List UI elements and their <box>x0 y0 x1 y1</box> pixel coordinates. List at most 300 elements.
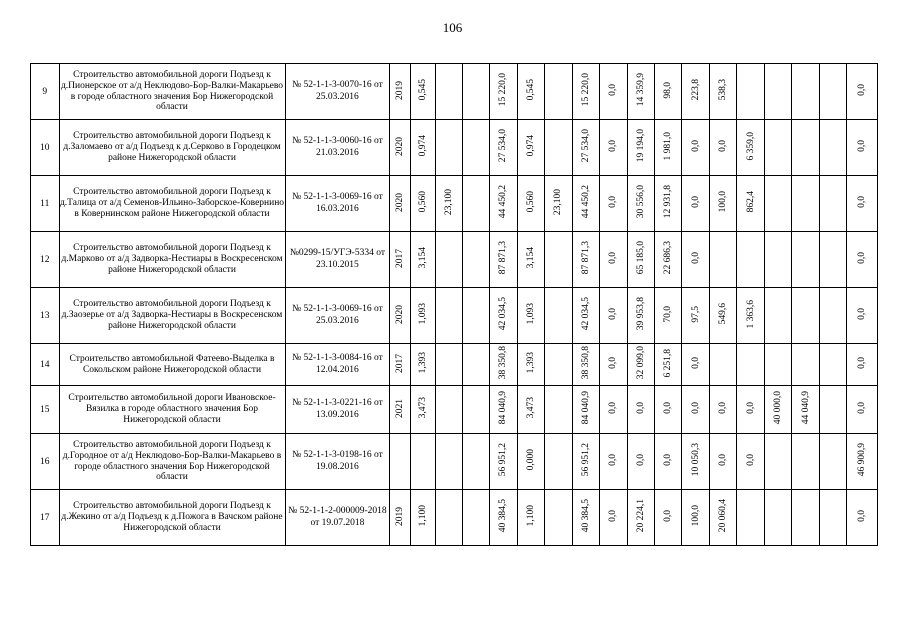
value-cell <box>819 120 846 176</box>
value-cell <box>819 490 846 546</box>
value-cell <box>517 434 544 490</box>
object-name: Строительство автомобильной дороги Подъезд к д.Городное от а/д Неклюдово-Бор-Валки-Макарьево в городе областного значения Бор Нижегородской области <box>59 434 285 490</box>
value-text: 6 359,0 <box>745 131 756 161</box>
value-text: 0,0 <box>718 454 729 466</box>
value-cell <box>390 490 410 546</box>
table-row <box>31 344 878 386</box>
value-cell <box>627 344 654 386</box>
value-cell <box>462 344 489 386</box>
value-cell <box>737 64 764 120</box>
value-cell <box>737 344 764 386</box>
value-cell <box>545 490 572 546</box>
value-text: 0,0 <box>857 84 868 96</box>
value-cell <box>390 232 410 288</box>
value-cell <box>410 386 435 434</box>
value-text: 0,545 <box>417 79 428 101</box>
value-cell <box>792 386 819 434</box>
value-text: 0,0 <box>608 357 619 369</box>
value-cell <box>655 490 682 546</box>
value-text: 70,0 <box>663 305 674 323</box>
row-number: 15 <box>31 386 60 434</box>
value-cell <box>600 176 627 232</box>
value-text: 3,473 <box>417 397 428 419</box>
value-cell <box>572 490 599 546</box>
value-cell <box>410 176 435 232</box>
value-cell <box>764 344 791 386</box>
value-cell <box>709 386 736 434</box>
value-text: 56 951,2 <box>580 443 591 477</box>
value-text: 1,100 <box>417 505 428 527</box>
value-cell <box>627 64 654 120</box>
value-cell <box>517 64 544 120</box>
value-cell <box>600 120 627 176</box>
value-cell <box>847 344 878 386</box>
value-cell <box>490 176 517 232</box>
value-text: 20 060,4 <box>718 499 729 533</box>
value-cell <box>390 344 410 386</box>
object-name: Строительство автомобильной дороги Подъезд к д.Марково от а/д Задворка-Нестиары в Воскресенском районе Нижегородской области <box>59 232 285 288</box>
value-cell <box>819 386 846 434</box>
value-text: 100,0 <box>718 191 729 213</box>
value-cell <box>737 288 764 344</box>
value-text: 20 224,1 <box>635 499 646 533</box>
value-cell <box>490 120 517 176</box>
value-cell <box>490 344 517 386</box>
value-text: 27 534,0 <box>498 129 509 163</box>
value-cell <box>462 386 489 434</box>
value-cell <box>627 386 654 434</box>
value-cell <box>682 232 709 288</box>
value-text: 0,0 <box>857 510 868 522</box>
value-cell <box>490 232 517 288</box>
value-cell <box>847 232 878 288</box>
value-cell <box>545 64 572 120</box>
value-text: 56 951,2 <box>498 443 509 477</box>
value-text: 40 000,0 <box>773 391 784 425</box>
value-text: 22 686,3 <box>663 241 674 275</box>
value-cell <box>436 434 462 490</box>
value-cell <box>792 434 819 490</box>
value-cell <box>410 434 435 490</box>
value-cell <box>600 344 627 386</box>
value-text: 0,545 <box>525 79 536 101</box>
value-cell <box>490 386 517 434</box>
value-text: 0,0 <box>690 196 701 208</box>
value-cell <box>600 434 627 490</box>
value-cell <box>545 120 572 176</box>
value-text: 1,393 <box>417 352 428 374</box>
value-text: 0,974 <box>417 135 428 157</box>
value-text: 0,0 <box>690 357 701 369</box>
value-cell <box>792 344 819 386</box>
page-number: 106 <box>442 20 463 35</box>
value-cell <box>764 434 791 490</box>
row-number: 16 <box>31 434 60 490</box>
value-text: 6 251,8 <box>663 348 674 378</box>
value-text: 0,0 <box>857 402 868 414</box>
value-cell <box>390 120 410 176</box>
value-cell <box>436 232 462 288</box>
value-text: 0,0 <box>663 454 674 466</box>
value-cell <box>600 288 627 344</box>
value-cell <box>410 64 435 120</box>
value-cell <box>462 232 489 288</box>
value-cell <box>682 120 709 176</box>
value-cell <box>572 288 599 344</box>
value-cell <box>847 288 878 344</box>
value-cell <box>682 64 709 120</box>
value-cell <box>436 344 462 386</box>
value-text: 3,154 <box>525 247 536 269</box>
value-text: 549,6 <box>718 303 729 325</box>
value-cell <box>655 386 682 434</box>
object-name: Строительство автомобильной дороги Подъезд к д.Талица от а/д Семенов-Ильино-Заборское-Ковернино в Ковернинском районе Нижегородской области <box>59 176 285 232</box>
value-cell <box>436 120 462 176</box>
value-cell <box>600 386 627 434</box>
value-text: 1,093 <box>525 303 536 325</box>
value-text: 1,393 <box>525 352 536 374</box>
row-number: 10 <box>31 120 60 176</box>
table-body <box>31 64 878 546</box>
value-cell <box>517 288 544 344</box>
value-cell <box>764 490 791 546</box>
value-text: 97,5 <box>690 305 701 323</box>
value-cell <box>847 386 878 434</box>
value-cell <box>600 232 627 288</box>
value-text: 0,0 <box>608 402 619 414</box>
object-name: Строительство автомобильной дороги Ивановское-Вязилка в городе областного значения Бор Нижегородской области <box>59 386 285 434</box>
value-cell <box>792 288 819 344</box>
value-cell <box>390 64 410 120</box>
value-text: 0,0 <box>745 454 756 466</box>
value-text: 2019 <box>395 80 406 100</box>
row-number: 11 <box>31 176 60 232</box>
value-text: 0,0 <box>690 402 701 414</box>
value-text: 87 871,3 <box>498 241 509 275</box>
value-text: 0,0 <box>608 196 619 208</box>
value-cell <box>545 344 572 386</box>
value-cell <box>545 176 572 232</box>
value-text: 2020 <box>395 304 406 324</box>
value-text: 0,000 <box>525 449 536 471</box>
value-cell <box>792 490 819 546</box>
expertise-conclusion: № 52-1-1-2-000009-2018 от 19.07.2018 <box>285 490 390 546</box>
row-number: 12 <box>31 232 60 288</box>
value-cell <box>410 344 435 386</box>
value-text: 44 450,2 <box>498 185 509 219</box>
value-text: 0,0 <box>857 196 868 208</box>
road-construction-table <box>30 63 878 546</box>
value-cell <box>737 120 764 176</box>
value-cell <box>847 434 878 490</box>
value-text: 44 040,9 <box>800 391 811 425</box>
value-text: 40 384,5 <box>580 499 591 533</box>
value-cell <box>764 288 791 344</box>
value-cell <box>737 176 764 232</box>
value-cell <box>390 434 410 490</box>
value-cell <box>462 490 489 546</box>
value-text: 0,0 <box>663 510 674 522</box>
table-row <box>31 490 878 546</box>
value-cell <box>462 176 489 232</box>
value-text: 39 953,8 <box>635 297 646 331</box>
value-cell <box>682 490 709 546</box>
value-text: 100,0 <box>690 505 701 527</box>
expertise-conclusion: № 52-1-1-3-0084-16 от 12.04.2016 <box>285 344 390 386</box>
value-cell <box>847 176 878 232</box>
value-cell <box>682 386 709 434</box>
value-cell <box>436 288 462 344</box>
value-text: 0,0 <box>635 402 646 414</box>
value-text: 0,0 <box>608 140 619 152</box>
value-text: 42 034,5 <box>580 297 591 331</box>
value-cell <box>682 344 709 386</box>
value-cell <box>655 288 682 344</box>
value-cell <box>709 344 736 386</box>
value-text: 38 350,8 <box>580 346 591 380</box>
value-cell <box>627 176 654 232</box>
value-cell <box>517 344 544 386</box>
value-cell <box>709 64 736 120</box>
value-text: 1 981,0 <box>663 131 674 161</box>
value-cell <box>545 434 572 490</box>
value-text: 3,473 <box>525 397 536 419</box>
value-cell <box>390 288 410 344</box>
value-cell <box>655 64 682 120</box>
value-text: 0,0 <box>663 402 674 414</box>
value-cell <box>600 64 627 120</box>
value-cell <box>792 64 819 120</box>
value-cell <box>436 176 462 232</box>
value-text: 0,0 <box>718 140 729 152</box>
value-cell <box>490 288 517 344</box>
value-cell <box>390 176 410 232</box>
value-text: 38 350,8 <box>498 346 509 380</box>
value-cell <box>627 490 654 546</box>
value-text: 27 534,0 <box>580 129 591 163</box>
value-text: 14 359,9 <box>635 73 646 107</box>
value-cell <box>490 64 517 120</box>
expertise-conclusion: № 52-1-1-3-0060-16 от 21.03.2016 <box>285 120 390 176</box>
value-cell <box>572 434 599 490</box>
row-number: 14 <box>31 344 60 386</box>
value-cell <box>627 232 654 288</box>
table-row <box>31 64 878 120</box>
value-cell <box>847 64 878 120</box>
value-cell <box>627 288 654 344</box>
value-text: 32 099,0 <box>635 346 646 380</box>
object-name: Строительство автомобильной дороги Подъезд к д.Жекино от а/д Подъезд к д.Пожога в Вачском районе Нижегородской области <box>59 490 285 546</box>
value-text: 0,0 <box>857 357 868 369</box>
value-text: 23,100 <box>553 188 564 216</box>
value-text: 0,0 <box>718 402 729 414</box>
value-cell <box>490 434 517 490</box>
value-cell <box>462 288 489 344</box>
value-cell <box>709 120 736 176</box>
value-cell <box>390 386 410 434</box>
table-row <box>31 434 878 490</box>
value-cell <box>545 386 572 434</box>
value-cell <box>462 120 489 176</box>
value-text: 862,4 <box>745 191 756 213</box>
table-row <box>31 288 878 344</box>
value-text: 3,154 <box>417 247 428 269</box>
value-cell <box>627 434 654 490</box>
row-number: 9 <box>31 64 60 120</box>
value-text: 87 871,3 <box>580 241 591 275</box>
value-text: 15 220,0 <box>580 73 591 107</box>
table-row <box>31 232 878 288</box>
value-text: 0,0 <box>608 84 619 96</box>
value-cell <box>655 434 682 490</box>
value-cell <box>682 176 709 232</box>
value-text: 0,560 <box>417 191 428 213</box>
table-row <box>31 386 878 434</box>
value-text: 65 185,0 <box>635 241 646 275</box>
value-cell <box>847 120 878 176</box>
object-name: Строительство автомобильной Фатеево-Выделка в Сокольском районе Нижегородской области <box>59 344 285 386</box>
value-text: 19 194,0 <box>635 129 646 163</box>
value-cell <box>572 232 599 288</box>
value-cell <box>847 490 878 546</box>
expertise-conclusion: №0299-15/УГЭ-5334 от 23.10.2015 <box>285 232 390 288</box>
value-text: 2017 <box>395 248 406 268</box>
value-text: 15 220,0 <box>498 73 509 107</box>
value-text: 42 034,5 <box>498 297 509 331</box>
value-text: 0,0 <box>745 402 756 414</box>
value-cell <box>737 434 764 490</box>
value-cell <box>517 232 544 288</box>
value-cell <box>572 386 599 434</box>
value-text: 2021 <box>395 398 406 418</box>
object-name: Строительство автомобильной дороги Подъезд к д.Пионерское от а/д Неклюдово-Бор-Валки-Макарьево в городе областного значения Бор Нижегородской области <box>59 64 285 120</box>
value-cell <box>490 490 517 546</box>
value-text: 98,0 <box>663 81 674 99</box>
value-cell <box>655 176 682 232</box>
value-text: 44 450,2 <box>580 185 591 219</box>
value-cell <box>436 64 462 120</box>
value-text: 0,0 <box>690 140 701 152</box>
value-text: 2020 <box>395 136 406 156</box>
value-cell <box>709 176 736 232</box>
value-text: 30 556,0 <box>635 185 646 219</box>
value-text: 0,0 <box>608 308 619 320</box>
value-cell <box>410 232 435 288</box>
value-cell <box>410 120 435 176</box>
value-text: 0,0 <box>608 252 619 264</box>
value-cell <box>792 120 819 176</box>
value-cell <box>517 120 544 176</box>
expertise-conclusion: № 52-1-1-3-0070-16 от 25.03.2016 <box>285 64 390 120</box>
row-number: 13 <box>31 288 60 344</box>
value-text: 10 050,3 <box>690 443 701 477</box>
value-text: 0,0 <box>857 308 868 320</box>
value-cell <box>410 288 435 344</box>
value-text: 12 931,8 <box>663 185 674 219</box>
value-cell <box>819 64 846 120</box>
value-text: 0,0 <box>857 252 868 264</box>
value-cell <box>819 434 846 490</box>
value-cell <box>545 288 572 344</box>
value-cell <box>737 386 764 434</box>
value-cell <box>545 232 572 288</box>
value-text: 84 040,9 <box>580 391 591 425</box>
row-number: 17 <box>31 490 60 546</box>
value-cell <box>737 490 764 546</box>
value-cell <box>517 176 544 232</box>
value-cell <box>709 288 736 344</box>
value-cell <box>819 344 846 386</box>
value-cell <box>517 490 544 546</box>
value-cell <box>600 490 627 546</box>
table-row <box>31 176 878 232</box>
value-text: 2019 <box>395 506 406 526</box>
value-cell <box>462 434 489 490</box>
value-cell <box>517 386 544 434</box>
value-text: 46 900,9 <box>857 443 868 477</box>
value-text: 40 384,5 <box>498 499 509 533</box>
object-name: Строительство автомобильной дороги Подъезд к д.Заозерье от а/д Задворка-Нестиары в Воскресенском районе Нижегородской области <box>59 288 285 344</box>
value-text: 0,0 <box>857 140 868 152</box>
value-text: 538,3 <box>718 79 729 101</box>
value-text: 0,974 <box>525 135 536 157</box>
value-cell <box>682 288 709 344</box>
value-cell <box>627 120 654 176</box>
value-cell <box>655 120 682 176</box>
value-cell <box>737 232 764 288</box>
value-cell <box>436 386 462 434</box>
value-text: 0,0 <box>690 252 701 264</box>
expertise-conclusion: № 52-1-1-3-0069-16 от 25.03.2016 <box>285 288 390 344</box>
value-text: 0,0 <box>608 510 619 522</box>
table-row <box>31 120 878 176</box>
value-cell <box>462 64 489 120</box>
value-cell <box>572 176 599 232</box>
value-text: 1,093 <box>417 303 428 325</box>
value-cell <box>819 288 846 344</box>
value-cell <box>709 490 736 546</box>
value-cell <box>709 434 736 490</box>
value-cell <box>764 386 791 434</box>
value-text: 2020 <box>395 192 406 212</box>
value-cell <box>709 232 736 288</box>
expertise-conclusion: № 52-1-1-3-0221-16 от 13.09.2016 <box>285 386 390 434</box>
value-cell <box>572 120 599 176</box>
value-text: 0,0 <box>608 454 619 466</box>
expertise-conclusion: № 52-1-1-3-0069-16 от 16.03.2016 <box>285 176 390 232</box>
value-text: 1 363,6 <box>745 299 756 329</box>
expertise-conclusion: № 52-1-1-3-0198-16 от 19.08.2016 <box>285 434 390 490</box>
value-cell <box>572 64 599 120</box>
value-cell <box>655 344 682 386</box>
value-cell <box>764 64 791 120</box>
value-text: 1,100 <box>525 505 536 527</box>
value-cell <box>764 120 791 176</box>
value-cell <box>819 232 846 288</box>
value-cell <box>682 434 709 490</box>
value-cell <box>792 176 819 232</box>
value-cell <box>436 490 462 546</box>
value-cell <box>410 490 435 546</box>
value-text: 0,560 <box>525 191 536 213</box>
object-name: Строительство автомобильной дороги Подъезд к д.Заломаево от а/д Подъезд к д.Серково в Городецком районе Нижегородской области <box>59 120 285 176</box>
value-text: 0,0 <box>635 454 646 466</box>
value-text: 84 040,9 <box>498 391 509 425</box>
value-cell <box>764 232 791 288</box>
value-cell <box>792 232 819 288</box>
value-text: 2017 <box>395 353 406 373</box>
value-cell <box>655 232 682 288</box>
